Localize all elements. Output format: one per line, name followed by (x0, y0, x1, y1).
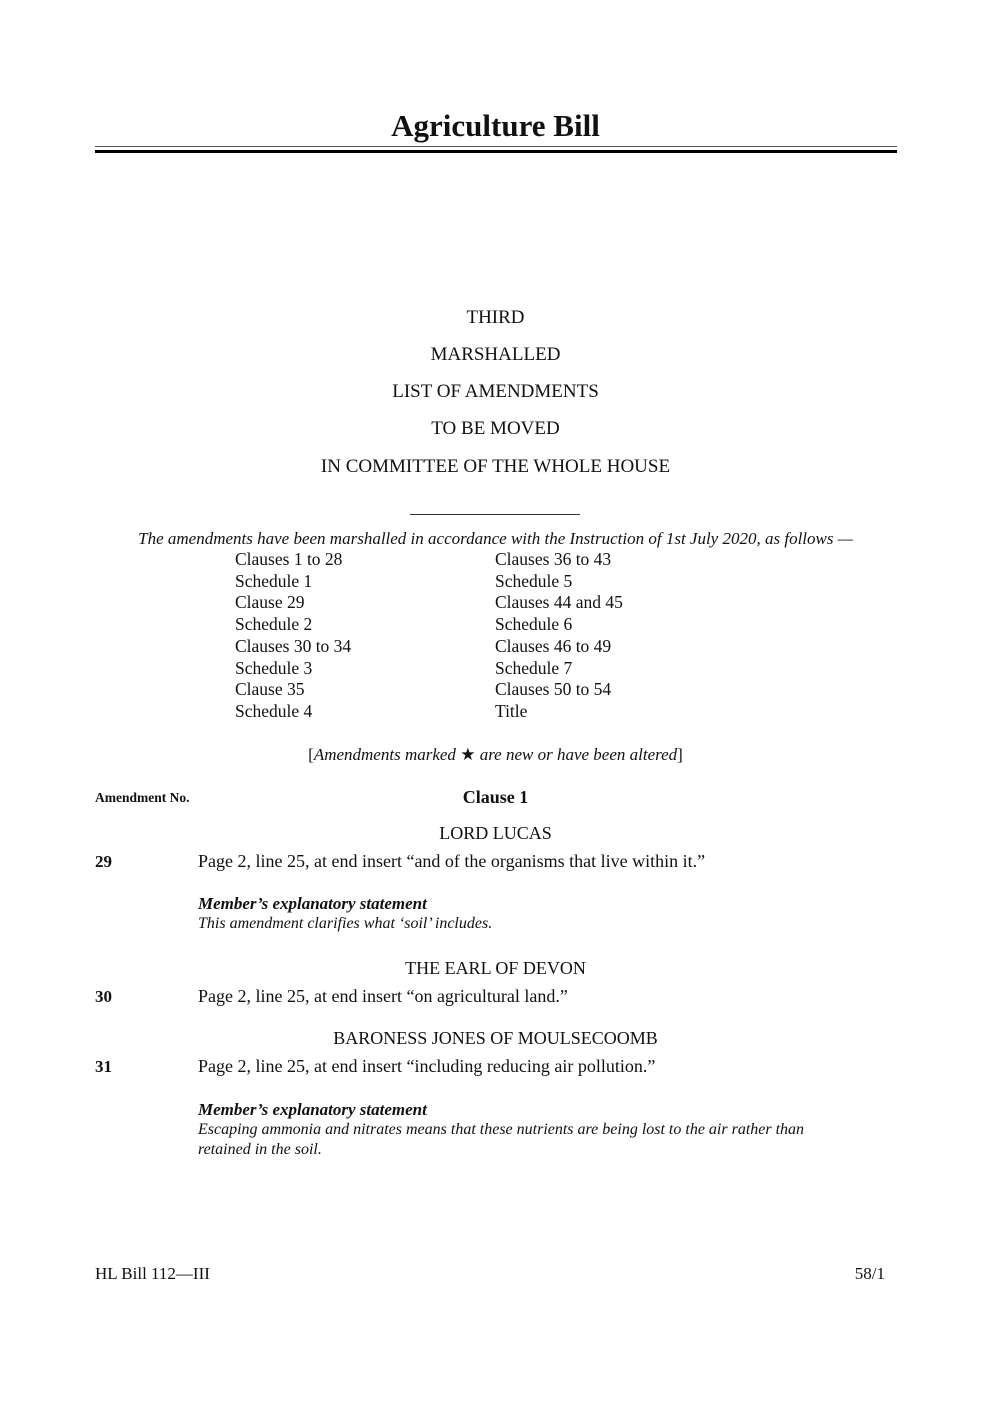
order-item: Schedule 7 (495, 657, 573, 678)
title-rule-thin (95, 146, 897, 147)
order-item: Schedule 2 (235, 614, 313, 635)
note-text: are new or have been altered (479, 745, 678, 764)
amendment-number-label: Amendment No. (95, 790, 190, 805)
heading-line: THIRD (466, 307, 525, 328)
title-rule-thick (95, 150, 897, 153)
amendment-note (0, 746, 991, 763)
page-reference: 58/1 (854, 1264, 885, 1283)
member-name: THE EARL OF DEVON (405, 958, 586, 978)
member-name: LORD LUCAS (439, 823, 552, 843)
order-item: Schedule 4 (235, 700, 313, 721)
amendment-text: Page 2, line 25, at end insert “including reducing air pollution.” (198, 1056, 656, 1076)
statement-heading: Member’s explanatory statement (198, 1100, 427, 1119)
statement-text: This amendment clarifies what ‘soil’ includes. (198, 915, 493, 932)
statement-heading: Member’s explanatory statement (198, 894, 427, 913)
statement-text: retained in the soil. (198, 1141, 322, 1158)
clause-heading: Clause 1 (462, 787, 529, 807)
amendment-text: Page 2, line 25, at end insert “and of the organisms that live within it.” (198, 851, 706, 871)
order-item: Clauses 46 to 49 (495, 635, 612, 656)
heading-line: IN COMMITTEE OF THE WHOLE HOUSE (320, 456, 671, 477)
order-item: Clause 29 (235, 592, 305, 613)
order-item: Clauses 50 to 54 (495, 679, 612, 700)
order-item: Clause 35 (235, 679, 305, 700)
order-item: Clauses 36 to 43 (495, 549, 612, 569)
marshalling-intro: The amendments have been marshalled in accordance with the Instruction of 1st July 2020, as follows — (138, 529, 853, 548)
amendment-text: Page 2, line 25, at end insert “on agricultural land.” (198, 986, 568, 1006)
divider (410, 514, 580, 515)
amendment-number: 30 (95, 987, 112, 1006)
statement-text: Escaping ammonia and nitrates means that these nutrients are being lost to the air rather than (198, 1121, 805, 1138)
order-item: Schedule 6 (495, 614, 573, 635)
star-icon: ★ (460, 745, 476, 764)
document-title: Agriculture Bill (391, 108, 600, 143)
note-text: Amendments marked (313, 745, 456, 764)
bill-reference: HL Bill 112—III (95, 1264, 210, 1283)
heading-line: MARSHALLED (430, 344, 561, 365)
bracket: ] (677, 745, 683, 764)
amendment-number: 29 (95, 852, 112, 871)
order-item: Clauses 1 to 28 (235, 549, 343, 569)
order-item: Schedule 3 (235, 657, 313, 678)
bracket: [ (308, 745, 314, 764)
order-item: Clauses 30 to 34 (235, 635, 352, 656)
amendment-number: 31 (95, 1057, 112, 1076)
order-item: Schedule 1 (235, 570, 313, 591)
order-item: Title (495, 700, 528, 721)
heading-line: TO BE MOVED (431, 418, 560, 439)
heading-line: LIST OF AMENDMENTS (392, 381, 599, 402)
member-name: BARONESS JONES OF MOULSECOOMB (333, 1028, 658, 1048)
order-item: Clauses 44 and 45 (495, 592, 623, 613)
order-item: Schedule 5 (495, 570, 573, 591)
